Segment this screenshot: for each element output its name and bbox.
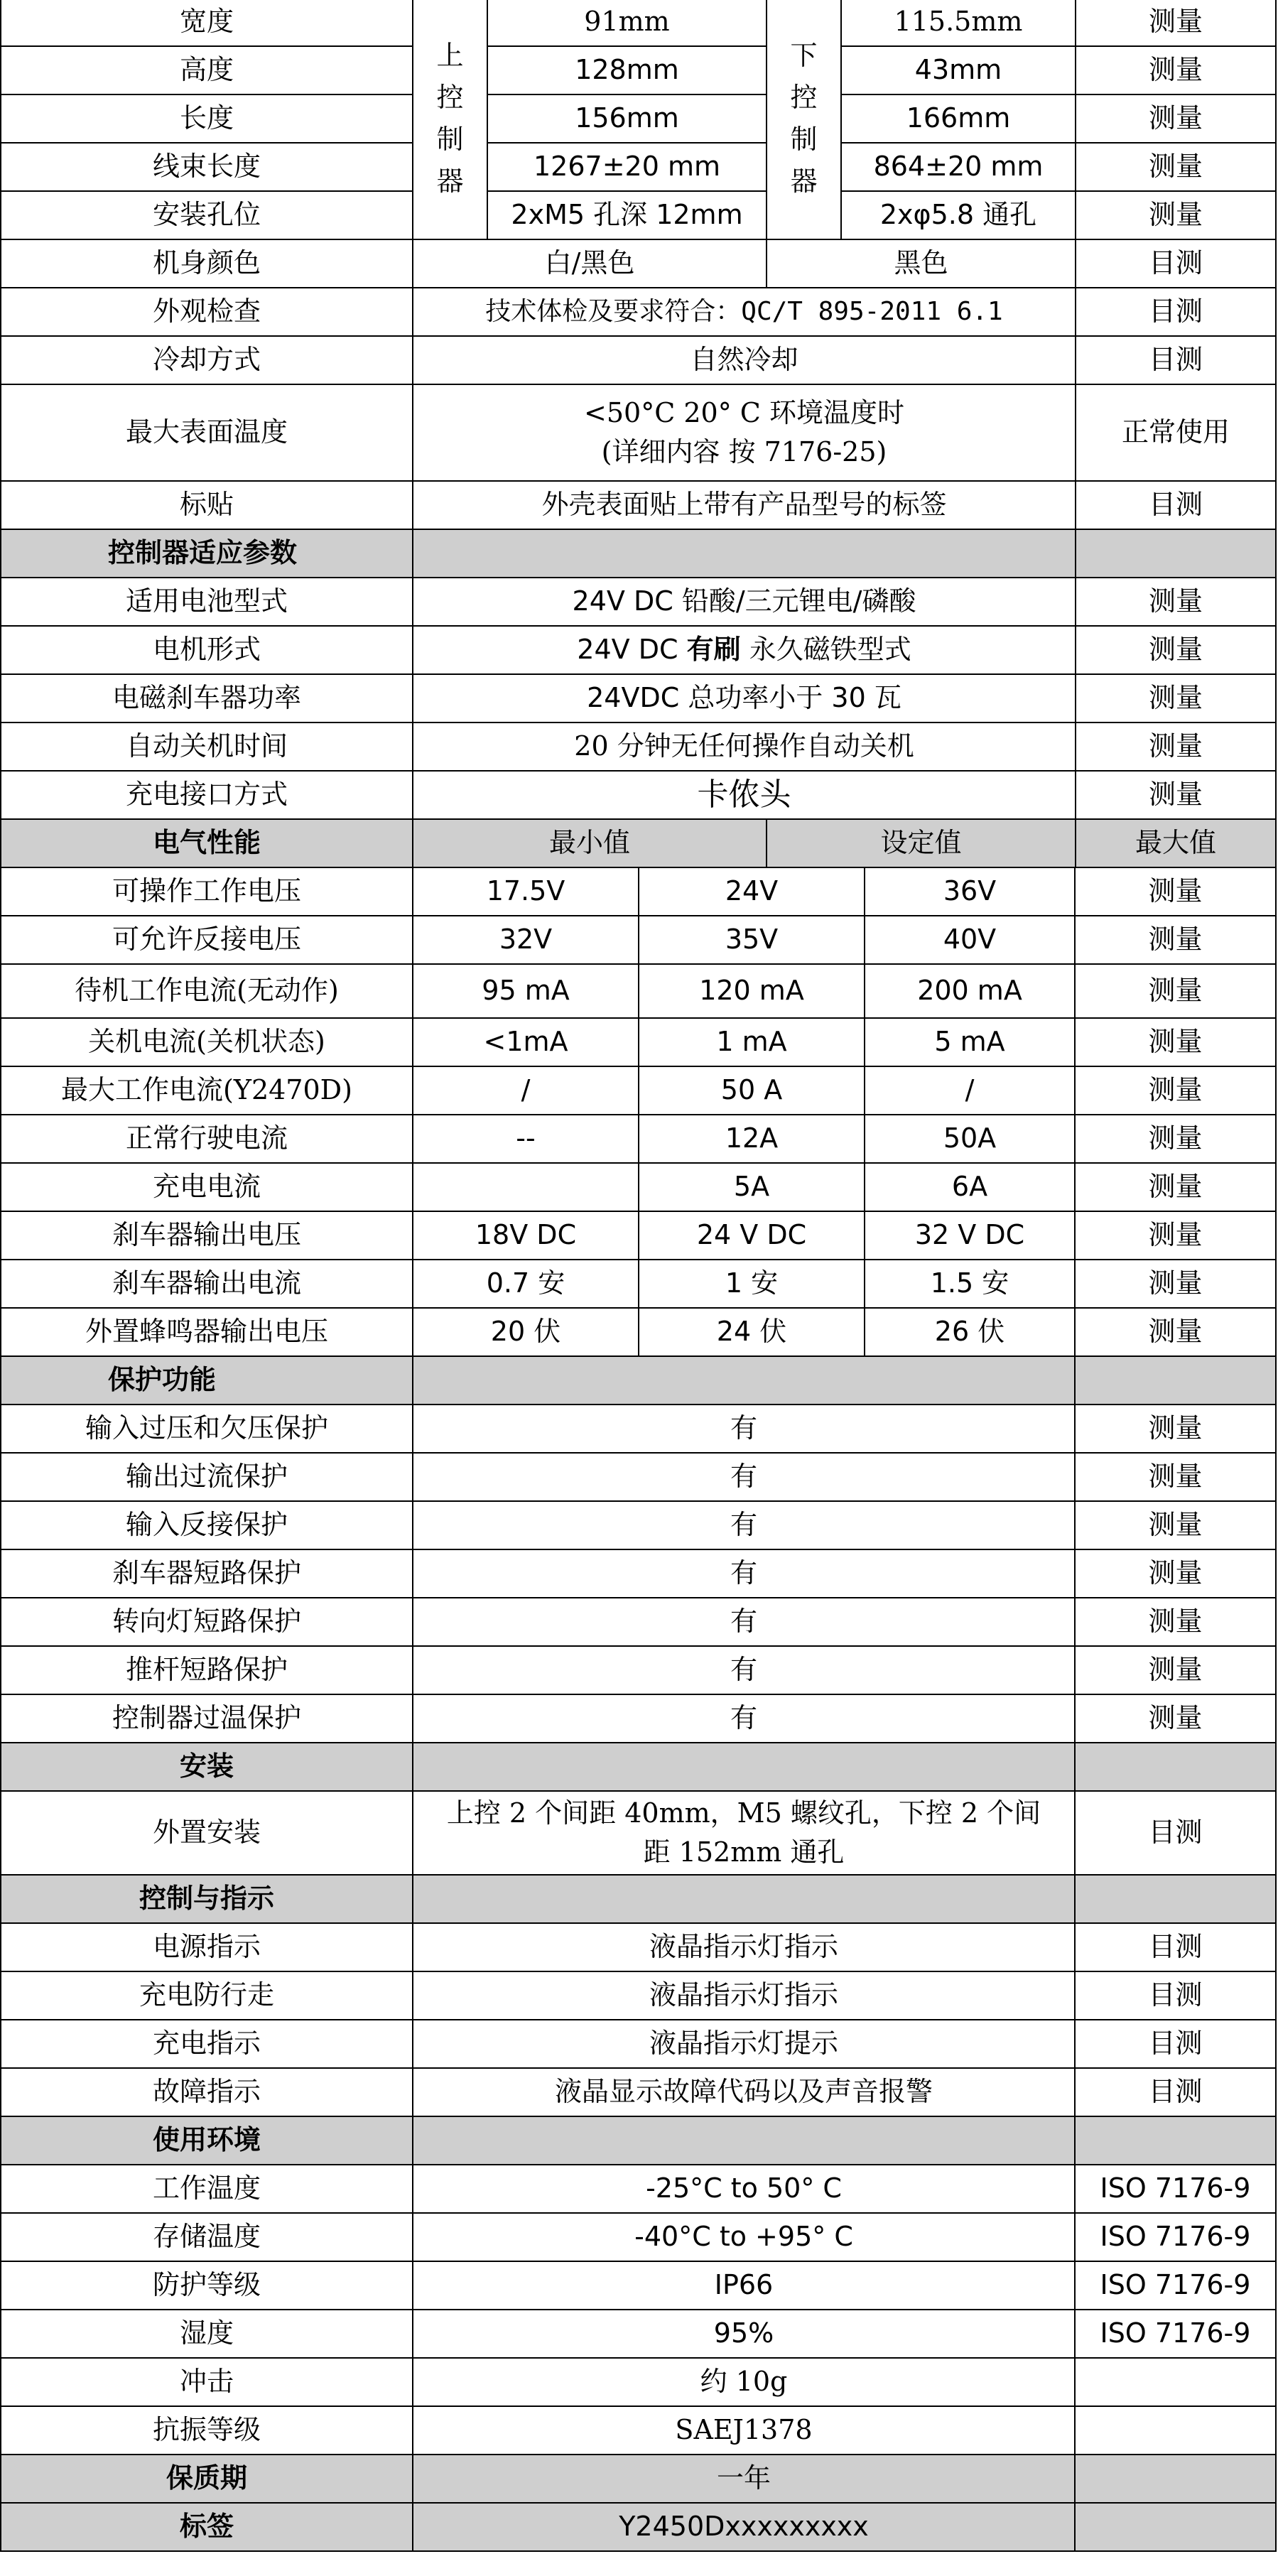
section-header xyxy=(1,819,1276,867)
row-label: 外置安装 xyxy=(1,1791,413,1875)
max-value: 36V xyxy=(865,867,1075,916)
section-title: 电气性能 xyxy=(1,819,413,867)
section-title: 使用环境 xyxy=(1,2116,413,2165)
method: 测量 xyxy=(1075,1453,1276,1501)
method: 测量 xyxy=(1076,0,1276,46)
row-label: 控制器过温保护 xyxy=(1,1694,413,1743)
max-value: 5 mA xyxy=(865,1018,1075,1066)
environment-row xyxy=(1,2310,1276,2358)
set-value: 120 mA xyxy=(639,964,865,1018)
upper-value: 156mm xyxy=(487,94,767,143)
electrical-row xyxy=(1,1018,1276,1066)
row-value: 95% xyxy=(413,2310,1075,2358)
row-label: 安装孔位 xyxy=(1,191,413,239)
control-row xyxy=(1,1971,1276,2020)
set-value: 24 V DC xyxy=(639,1211,865,1260)
row-label: 正常行驶电流 xyxy=(1,1115,413,1163)
row-label: 待机工作电流(无动作) xyxy=(1,964,413,1018)
method: 测量 xyxy=(1075,916,1276,964)
protection-row xyxy=(1,1694,1276,1743)
spec-row xyxy=(1,674,1276,723)
method: 测量 xyxy=(1075,1308,1276,1356)
row-value: -25°C to 50° C xyxy=(413,2165,1075,2213)
warranty-row xyxy=(1,2455,1276,2503)
spec-row xyxy=(1,626,1276,674)
min-value: 95 mA xyxy=(413,964,639,1018)
environment-row xyxy=(1,2406,1276,2455)
min-value: 18V DC xyxy=(413,1211,639,1260)
row-value: 24V DC 铅酸/三元锂电/磷酸 xyxy=(413,578,1076,626)
method: 测量 xyxy=(1076,143,1276,191)
method: 目测 xyxy=(1076,481,1276,529)
lower-value: 166mm xyxy=(841,94,1076,143)
upper-value: 1267±20 mm xyxy=(487,143,767,191)
dim-row xyxy=(1,94,1276,143)
environment-row xyxy=(1,2165,1276,2213)
spec-row xyxy=(1,578,1276,626)
row-label: 电源指示 xyxy=(1,1923,413,1971)
row-label: 转向灯短路保护 xyxy=(1,1598,413,1646)
row-value: -40°C to +95° C xyxy=(413,2213,1075,2261)
row-value: 有 xyxy=(413,1598,1075,1646)
method: 测量 xyxy=(1075,1549,1276,1598)
min-value: 32V xyxy=(413,916,639,964)
electrical-row xyxy=(1,1163,1276,1211)
row-label: 外置蜂鸣器输出电压 xyxy=(1,1308,413,1356)
max-temp-line-1: <50°C 20° C 环境温度时 xyxy=(584,396,904,428)
min-value: 20 伏 xyxy=(413,1308,639,1356)
row-label: 最大表面温度 xyxy=(1,384,413,481)
row-label: 工作温度 xyxy=(1,2165,413,2213)
section-title: 保护功能 xyxy=(1,1356,413,1405)
method: 目测 xyxy=(1076,336,1276,384)
section-title: 安装 xyxy=(1,1743,413,1791)
row-label: 防护等级 xyxy=(1,2261,413,2310)
lower-value: 2xφ5.8 通孔 xyxy=(841,191,1076,239)
row-value: 液晶显示故障代码以及声音报警 xyxy=(413,2068,1075,2116)
control-row xyxy=(1,1923,1276,1971)
row-label: 长度 xyxy=(1,94,413,143)
electrical-row xyxy=(1,1115,1276,1163)
row-value: 一年 xyxy=(413,2455,1075,2503)
upper-controller-label: 上 控 制 器 xyxy=(413,0,487,239)
lower-value: 115.5mm xyxy=(841,0,1076,46)
min-value: -- xyxy=(413,1115,639,1163)
row-label: 适用电池型式 xyxy=(1,578,413,626)
upper-value: 91mm xyxy=(487,0,767,46)
control-row xyxy=(1,2020,1276,2068)
method: 目测 xyxy=(1076,239,1276,288)
method: 测量 xyxy=(1076,46,1276,94)
method: 测量 xyxy=(1075,867,1276,916)
environment-row xyxy=(1,2358,1276,2406)
method: ISO 7176-9 xyxy=(1075,2165,1276,2213)
row-label: 刹车器输出电流 xyxy=(1,1260,413,1308)
upper-value: 白/黑色 xyxy=(413,239,767,288)
row-label: 保质期 xyxy=(1,2455,413,2503)
method: 测量 xyxy=(1075,1260,1276,1308)
row-label: 电机形式 xyxy=(1,626,413,674)
row-value: 有 xyxy=(413,1549,1075,1598)
row-label: 充电防行走 xyxy=(1,1971,413,2020)
row-label: 输出过流保护 xyxy=(1,1453,413,1501)
row-value xyxy=(413,384,1076,481)
row-value: 自然冷却 xyxy=(413,336,1076,384)
min-value xyxy=(413,1163,639,1211)
row-label: 高度 xyxy=(1,46,413,94)
protection-row xyxy=(1,1501,1276,1549)
row-label: 宽度 xyxy=(1,0,413,46)
dim-row xyxy=(1,0,1276,46)
electrical-row xyxy=(1,1260,1276,1308)
spec-row xyxy=(1,288,1276,336)
method: 测量 xyxy=(1076,191,1276,239)
electrical-row xyxy=(1,867,1276,916)
method: 测量 xyxy=(1076,94,1276,143)
row-value: 24VDC 总功率小于 30 瓦 xyxy=(413,674,1076,723)
control-row xyxy=(1,2068,1276,2116)
max-value: 6A xyxy=(865,1163,1075,1211)
row-value xyxy=(413,1791,1075,1875)
set-value: 5A xyxy=(639,1163,865,1211)
method: 测量 xyxy=(1075,1066,1276,1115)
row-label: 电磁刹车器功率 xyxy=(1,674,413,723)
min-value: / xyxy=(413,1066,639,1115)
method: 目测 xyxy=(1075,1791,1276,1875)
set-value: 24 伏 xyxy=(639,1308,865,1356)
row-label: 关机电流(关机状态) xyxy=(1,1018,413,1066)
max-value: / xyxy=(865,1066,1075,1115)
method: 测量 xyxy=(1075,1018,1276,1066)
section-header xyxy=(1,1356,1276,1405)
spec-row xyxy=(1,723,1276,771)
row-value: 液晶指示灯指示 xyxy=(413,1923,1075,1971)
method: 测量 xyxy=(1075,1646,1276,1694)
method: 测量 xyxy=(1076,674,1276,723)
protection-row xyxy=(1,1405,1276,1453)
spec-row xyxy=(1,771,1276,819)
row-value: 有 xyxy=(413,1453,1075,1501)
installation-line-2: 距 152mm 通孔 xyxy=(643,1836,845,1868)
row-value: 有 xyxy=(413,1405,1075,1453)
installation-line-1: 上控 2 个间距 40mm，M5 螺纹孔，下控 2 个间 xyxy=(446,1797,1041,1829)
section-header xyxy=(1,2116,1276,2165)
row-value: 20 分钟无任何操作自动关机 xyxy=(413,723,1076,771)
row-label: 刹车器短路保护 xyxy=(1,1549,413,1598)
method: ISO 7176-9 xyxy=(1075,2310,1276,2358)
lower-value: 864±20 mm xyxy=(841,143,1076,191)
method: ISO 7176-9 xyxy=(1075,2213,1276,2261)
method: 测量 xyxy=(1075,1598,1276,1646)
method: 测量 xyxy=(1075,1211,1276,1260)
installation-row xyxy=(1,1791,1276,1875)
max-value: 26 伏 xyxy=(865,1308,1075,1356)
set-value: 1 安 xyxy=(639,1260,865,1308)
method: 测量 xyxy=(1075,964,1276,1018)
row-label: 推杆短路保护 xyxy=(1,1646,413,1694)
row-label: 存储温度 xyxy=(1,2213,413,2261)
row-label: 故障指示 xyxy=(1,2068,413,2116)
row-label: 输入反接保护 xyxy=(1,1501,413,1549)
row-value: 技术体检及要求符合：QC/T 895-2011 6.1 xyxy=(413,288,1076,336)
set-value: 50 A xyxy=(639,1066,865,1115)
spec-row xyxy=(1,481,1276,529)
row-value: 约 10g xyxy=(413,2358,1075,2406)
max-value: 32 V DC xyxy=(865,1211,1075,1260)
method: 测量 xyxy=(1076,578,1276,626)
set-value: 1 mA xyxy=(639,1018,865,1066)
method: 测量 xyxy=(1075,1501,1276,1549)
max-temp-line-2: (详细内容 按 7176-25) xyxy=(601,436,887,467)
min-value: <1mA xyxy=(413,1018,639,1066)
spec-row xyxy=(1,336,1276,384)
environment-row xyxy=(1,2261,1276,2310)
section-title: 控制与指示 xyxy=(1,1875,413,1923)
row-value: IP66 xyxy=(413,2261,1075,2310)
method: 目测 xyxy=(1075,2020,1276,2068)
dim-row xyxy=(1,191,1276,239)
spec-table xyxy=(0,0,1277,868)
row-label: 线束长度 xyxy=(1,143,413,191)
row-label: 冲击 xyxy=(1,2358,413,2406)
row-label: 可操作工作电压 xyxy=(1,867,413,916)
environment-row xyxy=(1,2213,1276,2261)
lower-controller-label: 下 控 制 器 xyxy=(767,0,841,239)
row-value: Y2450Dxxxxxxxxx xyxy=(413,2503,1075,2551)
min-value: 17.5V xyxy=(413,867,639,916)
method: 正常使用 xyxy=(1076,384,1276,481)
set-value: 35V xyxy=(639,916,865,964)
max-temp-row xyxy=(1,384,1276,481)
electrical-row xyxy=(1,1308,1276,1356)
method: 目测 xyxy=(1075,2068,1276,2116)
dim-row xyxy=(1,143,1276,191)
upper-value: 2xM5 孔深 12mm xyxy=(487,191,767,239)
method: ISO 7176-9 xyxy=(1075,2261,1276,2310)
protection-row xyxy=(1,1646,1276,1694)
row-label: 充电接口方式 xyxy=(1,771,413,819)
row-value: 有 xyxy=(413,1694,1075,1743)
max-value: 1.5 安 xyxy=(865,1260,1075,1308)
dim-row xyxy=(1,239,1276,288)
row-label: 标签 xyxy=(1,2503,413,2551)
method: 目测 xyxy=(1075,1923,1276,1971)
max-value: 40V xyxy=(865,916,1075,964)
method: 测量 xyxy=(1075,1115,1276,1163)
method: 测量 xyxy=(1076,723,1276,771)
column-header-min: 最小值 xyxy=(413,819,767,867)
spec-table-lower xyxy=(0,867,1277,2552)
upper-value: 128mm xyxy=(487,46,767,94)
method: 测量 xyxy=(1075,1405,1276,1453)
method: 测量 xyxy=(1075,1694,1276,1743)
protection-row xyxy=(1,1549,1276,1598)
row-value: 24V DC 有刷 永久磁铁型式 xyxy=(413,626,1076,674)
method xyxy=(1075,2358,1276,2406)
row-value: 卡侬头 xyxy=(413,771,1076,819)
row-label: 外观检查 xyxy=(1,288,413,336)
column-header-set: 设定值 xyxy=(767,819,1076,867)
section-header xyxy=(1,1875,1276,1923)
electrical-row xyxy=(1,1211,1276,1260)
row-label: 输入过压和欠压保护 xyxy=(1,1405,413,1453)
row-label: 可允许反接电压 xyxy=(1,916,413,964)
row-value: SAEJ1378 xyxy=(413,2406,1075,2455)
method: 目测 xyxy=(1075,1971,1276,2020)
row-label: 标贴 xyxy=(1,481,413,529)
row-label: 充电指示 xyxy=(1,2020,413,2068)
electrical-row xyxy=(1,964,1276,1018)
row-label: 自动关机时间 xyxy=(1,723,413,771)
row-label: 刹车器输出电压 xyxy=(1,1211,413,1260)
lower-value: 43mm xyxy=(841,46,1076,94)
row-value: 液晶指示灯指示 xyxy=(413,1971,1075,2020)
row-label: 抗振等级 xyxy=(1,2406,413,2455)
electrical-row xyxy=(1,916,1276,964)
row-label: 最大工作电流(Y2470D) xyxy=(1,1066,413,1115)
row-label: 机身颜色 xyxy=(1,239,413,288)
row-label: 充电电流 xyxy=(1,1163,413,1211)
max-value: 50A xyxy=(865,1115,1075,1163)
label-row xyxy=(1,2503,1276,2551)
section-title: 控制器适应参数 xyxy=(1,529,413,578)
min-value: 0.7 安 xyxy=(413,1260,639,1308)
method xyxy=(1075,2406,1276,2455)
row-value: 有 xyxy=(413,1646,1075,1694)
method: 目测 xyxy=(1076,288,1276,336)
electrical-row xyxy=(1,1066,1276,1115)
method: 测量 xyxy=(1075,1163,1276,1211)
protection-row xyxy=(1,1598,1276,1646)
row-label: 冷却方式 xyxy=(1,336,413,384)
row-value: 有 xyxy=(413,1501,1075,1549)
dim-row xyxy=(1,46,1276,94)
max-value: 200 mA xyxy=(865,964,1075,1018)
section-header xyxy=(1,529,1276,578)
set-value: 12A xyxy=(639,1115,865,1163)
section-header xyxy=(1,1743,1276,1791)
row-label: 湿度 xyxy=(1,2310,413,2358)
row-value: 外壳表面贴上带有产品型号的标签 xyxy=(413,481,1076,529)
column-header-max: 最大值 xyxy=(1076,819,1276,867)
method: 测量 xyxy=(1076,771,1276,819)
method: 测量 xyxy=(1076,626,1276,674)
protection-row xyxy=(1,1453,1276,1501)
row-value: 液晶指示灯提示 xyxy=(413,2020,1075,2068)
lower-value: 黑色 xyxy=(767,239,1076,288)
set-value: 24V xyxy=(639,867,865,916)
